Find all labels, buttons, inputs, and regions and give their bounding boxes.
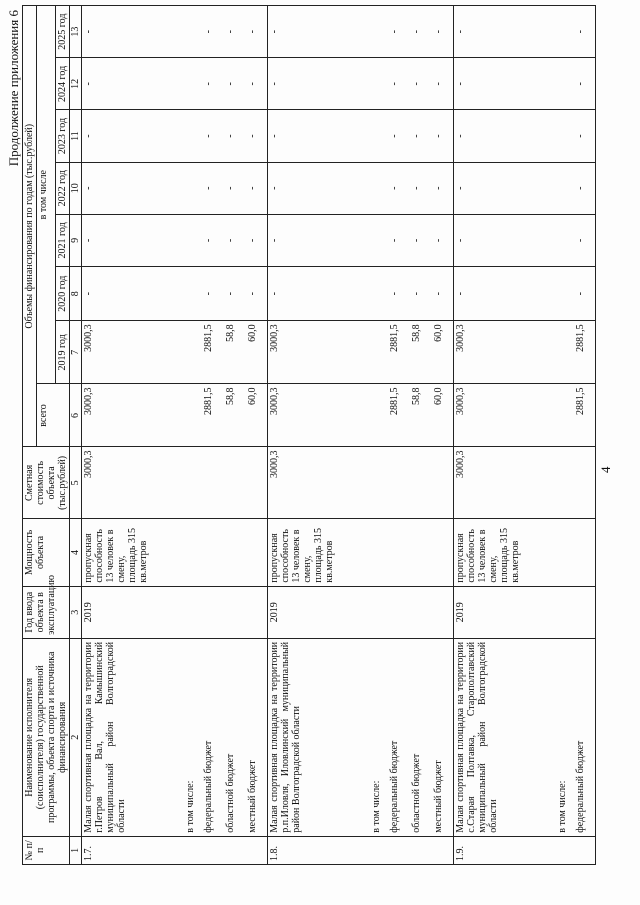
index-cell: 10 (70, 162, 82, 214)
index-cell: 2 (70, 638, 82, 836)
funding-year-value: - (574, 214, 596, 266)
funding-year-value: - (574, 162, 596, 214)
funding-year-value: - (432, 58, 454, 110)
funding-year-value: - (574, 58, 596, 110)
commission-year: 2019 (268, 586, 370, 638)
header-name: Наименование исполнителя (соисполнителя) государственной программы, объекта спорта и источника финансирования (23, 638, 70, 836)
header-total: всего (37, 384, 70, 447)
empty-cell (246, 519, 268, 586)
header-financing: Объемы финансирования по годам (тыс.рублей) (23, 6, 37, 448)
header-including: в том числе (37, 6, 56, 384)
header-year-2022: 2022 год (56, 162, 70, 214)
funding-year-value (184, 58, 202, 110)
funding-year-value: - (574, 267, 596, 321)
empty-cell (184, 447, 202, 519)
estimated-cost: 3000,3 (454, 447, 556, 519)
financing-year-value: - (82, 214, 184, 266)
funding-year-value: - (388, 267, 410, 321)
empty-cell (370, 519, 388, 586)
object-name: Малая спортивная площадка на территории г.Петров Вал, Камышинский муниципальный район Волгоградской области (82, 638, 184, 836)
financing-total: 3000,3 (268, 384, 370, 447)
funding-year-value: - (432, 6, 454, 58)
funding-source-label: областной бюджет (410, 638, 432, 836)
page-number: 4 (598, 466, 613, 473)
empty-cell (410, 447, 432, 519)
financing-year-value: - (454, 6, 556, 58)
table-row (268, 6, 370, 865)
funding-year-value (370, 214, 388, 266)
funding-year-value (184, 110, 202, 162)
funding-year-value (184, 267, 202, 321)
index-cell: 3 (70, 586, 82, 638)
row-number-empty (370, 836, 388, 864)
empty-cell (202, 447, 224, 519)
empty-cell (388, 447, 410, 519)
funding-year-value: - (224, 214, 246, 266)
funding-year-value: - (224, 162, 246, 214)
funding-source-row (388, 6, 410, 865)
funding-year-value: - (574, 110, 596, 162)
empty-cell (224, 447, 246, 519)
funding-source-label: в том числе: (556, 638, 574, 836)
funding-year-value: - (432, 267, 454, 321)
empty-cell (202, 519, 224, 586)
funding-year-value: - (432, 214, 454, 266)
funding-total (370, 384, 388, 447)
funding-year-value: - (202, 214, 224, 266)
funding-year-value: - (246, 214, 268, 266)
index-cell: 11 (70, 110, 82, 162)
index-cell: 8 (70, 267, 82, 321)
funding-year-value (556, 162, 574, 214)
empty-cell (202, 586, 224, 638)
row-number-empty (388, 836, 410, 864)
funding-year-value (556, 6, 574, 58)
row-number-empty (202, 836, 224, 864)
object-name: Малая спортивная площадка на территории с.Старая Полтавка, Старополтавский муниципальный район Волгоградской области (454, 638, 556, 836)
financing-table (22, 5, 596, 865)
financing-year-value: - (454, 110, 556, 162)
object-capacity: пропускная способность 13 человек в смену, площадь 315 кв.метров (82, 519, 184, 586)
empty-cell (370, 586, 388, 638)
header-year-2023: 2023 год (56, 110, 70, 162)
financing-2019: 3000,3 (268, 321, 370, 384)
empty-cell (184, 519, 202, 586)
funding-source-label: федеральный бюджет (574, 638, 596, 836)
header-cost: Сметная стоимость объекта (тыс.рублей) (23, 447, 70, 519)
index-cell: 13 (70, 6, 82, 58)
empty-cell (388, 586, 410, 638)
funding-year-value: - (410, 162, 432, 214)
row-number-empty (556, 836, 574, 864)
funding-year-value: - (202, 6, 224, 58)
financing-year-value: - (82, 6, 184, 58)
table-row (82, 6, 184, 865)
funding-year-value: - (224, 6, 246, 58)
empty-cell (370, 447, 388, 519)
empty-cell (388, 519, 410, 586)
object-capacity: пропускная способность 13 человек в смену, площадь 315 кв.метров (454, 519, 556, 586)
empty-cell (432, 447, 454, 519)
header-year-2024: 2024 год (56, 58, 70, 110)
row-number: 1.8. (268, 836, 370, 864)
funding-2019: 2881,5 (574, 321, 596, 384)
empty-cell (556, 519, 574, 586)
row-number-empty (410, 836, 432, 864)
financing-year-value: - (268, 6, 370, 58)
header-capacity: Мощность объекта (23, 519, 70, 586)
funding-year-value: - (410, 267, 432, 321)
funding-year-value: - (202, 110, 224, 162)
funding-2019: 58,8 (224, 321, 246, 384)
empty-cell (246, 586, 268, 638)
funding-total (556, 384, 574, 447)
funding-total: 58,8 (224, 384, 246, 447)
funding-total: 60,0 (246, 384, 268, 447)
funding-year-value: - (410, 110, 432, 162)
funding-year-value (184, 162, 202, 214)
empty-cell (574, 586, 596, 638)
funding-year-value (184, 6, 202, 58)
header-year-2020: 2020 год (56, 267, 70, 321)
table-body (82, 6, 596, 865)
empty-cell (556, 586, 574, 638)
financing-year-value: - (454, 58, 556, 110)
header-no: № п/п (23, 836, 70, 864)
financing-year-value: - (454, 162, 556, 214)
financing-2019: 3000,3 (82, 321, 184, 384)
row-number: 1.9. (454, 836, 556, 864)
funding-total: 2881,5 (388, 384, 410, 447)
funding-year-value (370, 58, 388, 110)
estimated-cost: 3000,3 (82, 447, 184, 519)
funding-year-value: - (410, 214, 432, 266)
financing-year-value: - (454, 267, 556, 321)
row-number-empty (246, 836, 268, 864)
funding-year-value: - (388, 110, 410, 162)
row-number-empty (224, 836, 246, 864)
header-year-2021: 2021 год (56, 214, 70, 266)
funding-source-row (410, 6, 432, 865)
empty-cell (246, 447, 268, 519)
funding-source-row (184, 6, 202, 865)
funding-total: 58,8 (410, 384, 432, 447)
funding-source-label: в том числе: (184, 638, 202, 836)
index-cell: 9 (70, 214, 82, 266)
funding-year-value: - (246, 267, 268, 321)
estimated-cost: 3000,3 (268, 447, 370, 519)
funding-year-value: - (246, 162, 268, 214)
funding-year-value (556, 214, 574, 266)
object-name: Малая спортивная площадка на территории р.п.Иловля, Иловлинский муниципальный район Волгоградской области (268, 638, 370, 836)
funding-total: 60,0 (432, 384, 454, 447)
commission-year: 2019 (82, 586, 184, 638)
funding-year-value: - (224, 110, 246, 162)
index-cell: 6 (70, 384, 82, 447)
funding-year-value (556, 58, 574, 110)
financing-year-value: - (268, 214, 370, 266)
funding-year-value: - (574, 6, 596, 58)
header-year-commission: Год ввода объекта в эксплуатацию (23, 586, 70, 638)
empty-cell (432, 586, 454, 638)
empty-cell (224, 586, 246, 638)
empty-cell (574, 519, 596, 586)
empty-cell (224, 519, 246, 586)
funding-2019 (184, 321, 202, 384)
index-cell: 12 (70, 58, 82, 110)
header-year-2025: 2025 год (56, 6, 70, 58)
funding-year-value: - (388, 6, 410, 58)
table-row (454, 6, 556, 865)
funding-year-value: - (410, 58, 432, 110)
funding-year-value: - (224, 267, 246, 321)
financing-total: 3000,3 (82, 384, 184, 447)
index-cell: 4 (70, 519, 82, 586)
financing-year-value: - (82, 58, 184, 110)
index-cell: 5 (70, 447, 82, 519)
funding-source-label: федеральный бюджет (202, 638, 224, 836)
funding-source-row (202, 6, 224, 865)
funding-source-label: местный бюджет (432, 638, 454, 836)
empty-cell (432, 519, 454, 586)
funding-year-value: - (432, 162, 454, 214)
funding-year-value: - (202, 267, 224, 321)
financing-year-value: - (268, 110, 370, 162)
funding-source-row (224, 6, 246, 865)
financing-year-value: - (82, 162, 184, 214)
empty-cell (574, 447, 596, 519)
funding-2019: 60,0 (246, 321, 268, 384)
row-number-empty (184, 836, 202, 864)
funding-total (184, 384, 202, 447)
funding-year-value: - (202, 58, 224, 110)
financing-year-value: - (454, 214, 556, 266)
financing-year-value: - (268, 267, 370, 321)
financing-year-value: - (82, 110, 184, 162)
funding-year-value (556, 267, 574, 321)
funding-2019 (370, 321, 388, 384)
funding-year-value: - (224, 58, 246, 110)
funding-year-value: - (388, 162, 410, 214)
funding-total: 2881,5 (202, 384, 224, 447)
empty-cell (556, 447, 574, 519)
row-number-empty (432, 836, 454, 864)
funding-source-row (432, 6, 454, 865)
funding-year-value: - (246, 6, 268, 58)
empty-cell (410, 586, 432, 638)
funding-2019: 60,0 (432, 321, 454, 384)
funding-2019 (556, 321, 574, 384)
funding-source-row (556, 6, 574, 865)
funding-year-value (370, 110, 388, 162)
funding-source-row (370, 6, 388, 865)
funding-year-value (370, 267, 388, 321)
empty-cell (410, 519, 432, 586)
financing-2019: 3000,3 (454, 321, 556, 384)
index-cell: 1 (70, 836, 82, 864)
funding-source-label: федеральный бюджет (388, 638, 410, 836)
row-number: 1.7. (82, 836, 184, 864)
funding-source-row (574, 6, 596, 865)
funding-year-value: - (388, 58, 410, 110)
funding-year-value (556, 110, 574, 162)
financing-total: 3000,3 (454, 384, 556, 447)
funding-year-value: - (202, 162, 224, 214)
funding-year-value (370, 162, 388, 214)
object-capacity: пропускная способность 13 человек в смену, площадь 315 кв.метров (268, 519, 370, 586)
funding-year-value (370, 6, 388, 58)
funding-year-value: - (410, 6, 432, 58)
funding-year-value: - (246, 58, 268, 110)
funding-2019: 2881,5 (388, 321, 410, 384)
funding-source-label: в том числе: (370, 638, 388, 836)
empty-cell (184, 586, 202, 638)
continuation-note: Продолжение приложения 6 (6, 10, 21, 167)
funding-2019: 58,8 (410, 321, 432, 384)
index-cell: 7 (70, 321, 82, 384)
funding-source-label: местный бюджет (246, 638, 268, 836)
financing-year-value: - (268, 162, 370, 214)
header-year-2019: 2019 год (56, 321, 70, 384)
financing-year-value: - (268, 58, 370, 110)
funding-source-row (246, 6, 268, 865)
funding-2019: 2881,5 (202, 321, 224, 384)
funding-total: 2881,5 (574, 384, 596, 447)
funding-year-value: - (432, 110, 454, 162)
financing-year-value: - (82, 267, 184, 321)
row-number-empty (574, 836, 596, 864)
funding-source-label: областной бюджет (224, 638, 246, 836)
funding-year-value: - (388, 214, 410, 266)
funding-year-value (184, 214, 202, 266)
funding-year-value: - (246, 110, 268, 162)
commission-year: 2019 (454, 586, 556, 638)
